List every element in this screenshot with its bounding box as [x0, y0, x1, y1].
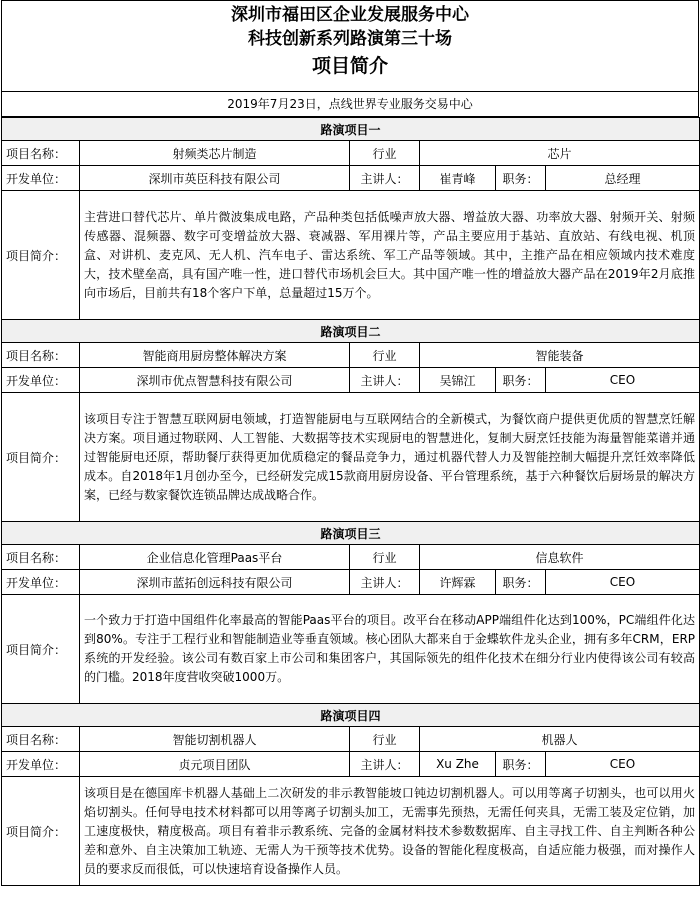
presenter-value: 吴锦江 [420, 368, 496, 393]
developer-label: 开发单位： [2, 752, 80, 777]
industry-value: 芯片 [420, 141, 700, 166]
project-name-value: 智能商用厨房整体解决方案 [80, 343, 350, 368]
project-name-label: 项目名称： [2, 727, 80, 752]
date-location-line: 2019年7月23日，点线世界专业服务交易中心 [1, 92, 699, 117]
developer-label: 开发单位： [2, 368, 80, 393]
position-label: 职务： [496, 368, 546, 393]
document-sheet [1, 0, 699, 886]
org-title: 深圳市福田区企业发展服务中心 [231, 5, 469, 25]
presenter-label: 主讲人： [350, 752, 420, 777]
document-header [1, 1, 699, 92]
presenter-value: Xu Zhe [420, 752, 496, 777]
section-title: 路演项目四 [2, 704, 700, 727]
position-label: 职务： [496, 570, 546, 595]
presenter-value: 崔青峰 [420, 166, 496, 191]
project-name-label: 项目名称： [2, 141, 80, 166]
position-label: 职务： [496, 166, 546, 191]
industry-value: 智能装备 [420, 343, 700, 368]
developer-label: 开发单位： [2, 166, 80, 191]
presenter-value: 许辉霖 [420, 570, 496, 595]
developer-value: 深圳市优点智慧科技有限公司 [80, 368, 350, 393]
project-name-value: 射频类芯片制造 [80, 141, 350, 166]
position-value: 总经理 [546, 166, 700, 191]
industry-label: 行业 [350, 141, 420, 166]
position-value: CEO [546, 570, 700, 595]
intro-text: 该项目是在德国库卡机器人基础上二次研发的非示教智能坡口钝边切割机器人。可以用等离子切割头，也可以用火焰切割头。任何导电技术材料都可以用等离子切割头加工，无需事先预热，无需任何夹具，无需工装及定位销，加工速度极快，精度极高。项目有着非示教系统、完备的金属材料技术参数数据库、自主寻找工件、自主判断各种公差和意外、自主决策加工轨迹、无需人为干预等技术优势。设备的智能化程度极高，自适应能力极强，而对操作人员的要求反而很低，可以快速培育设备操作人员。 [80, 777, 700, 886]
intro-text: 一个致力于打造中国组件化率最高的智能Paas平台的项目。改平台在移动APP端组件化达到100%，PC端组件化达到80%。专注于工程行业和智能制造业等垂直领域。核心团队大都来自于金蝶软件龙头企业，拥有多年CRM，ERP系统的开发经验。该公司有数百家上市公司和集团客户，其国际领先的组件化技术在细分行业内使得该公司有较高的门槛。2018年度营收突破1000万。 [80, 595, 700, 704]
projects-table [1, 117, 700, 886]
intro-label: 项目简介： [2, 191, 80, 320]
developer-label: 开发单位： [2, 570, 80, 595]
project-name-label: 项目名称： [2, 343, 80, 368]
section-title: 路演项目三 [2, 522, 700, 545]
project-name-value: 企业信息化管理Paas平台 [80, 545, 350, 570]
position-value: CEO [546, 752, 700, 777]
presenter-label: 主讲人： [350, 166, 420, 191]
position-label: 职务： [496, 752, 546, 777]
developer-value: 深圳市蓝拓创远科技有限公司 [80, 570, 350, 595]
project-name-label: 项目名称： [2, 545, 80, 570]
project-name-value: 智能切割机器人 [80, 727, 350, 752]
developer-value: 贞元项目团队 [80, 752, 350, 777]
industry-value: 机器人 [420, 727, 700, 752]
series-title: 科技创新系列路演第三十场 [248, 29, 452, 49]
section-title: 路演项目一 [2, 118, 700, 141]
industry-label: 行业 [350, 727, 420, 752]
presenter-label: 主讲人： [350, 368, 420, 393]
intro-label: 项目简介： [2, 393, 80, 522]
intro-label: 项目简介： [2, 777, 80, 886]
position-value: CEO [546, 368, 700, 393]
intro-text: 该项目专注于智慧互联网厨电领域，打造智能厨电与互联网结合的全新模式，为餐饮商户提供更优质的智慧烹饪解决方案。项目通过物联网、人工智能、大数据等技术实现厨电的智慧进化，复制大厨烹饪技能为海量智能菜谱并通过智能厨电还原，帮助餐厅获得更加优质稳定的餐品竞争力，通过机器代替人力及智能控制大幅提升烹饪效率降低成本。自2018年1月创办至今，已经研发完成15款商用厨房设备、平台管理系统，基于六种餐饮后厨场景的解决方案，已经与数家餐饮连锁品牌达成战略合作。 [80, 393, 700, 522]
doc-title: 项目简介 [311, 55, 388, 77]
intro-text: 主营进口替代芯片、单片微波集成电路，产品种类包括低噪声放大器、增益放大器、功率放大器、射频开关、射频传感器、混频器、数字可变增益放大器、衰减器、军用裸片等，产品主要应用于基站、直放站、有线电视、机顶盒、对讲机、麦克风、无人机、汽车电子、雷达系统、军工产品等领域。其中，主推产品在相应领域内技术难度大，技术壁垒高，具有国产唯一性，进口替代市场机会巨大。其中国产唯一性的增益放大器产品在2019年2月底推向市场后，目前共有18个客户下单，总量超过15万个。 [80, 191, 700, 320]
industry-value: 信息软件 [420, 545, 700, 570]
section-title: 路演项目二 [2, 320, 700, 343]
industry-label: 行业 [350, 545, 420, 570]
presenter-label: 主讲人： [350, 570, 420, 595]
intro-label: 项目简介： [2, 595, 80, 704]
industry-label: 行业 [350, 343, 420, 368]
developer-value: 深圳市英臣科技有限公司 [80, 166, 350, 191]
